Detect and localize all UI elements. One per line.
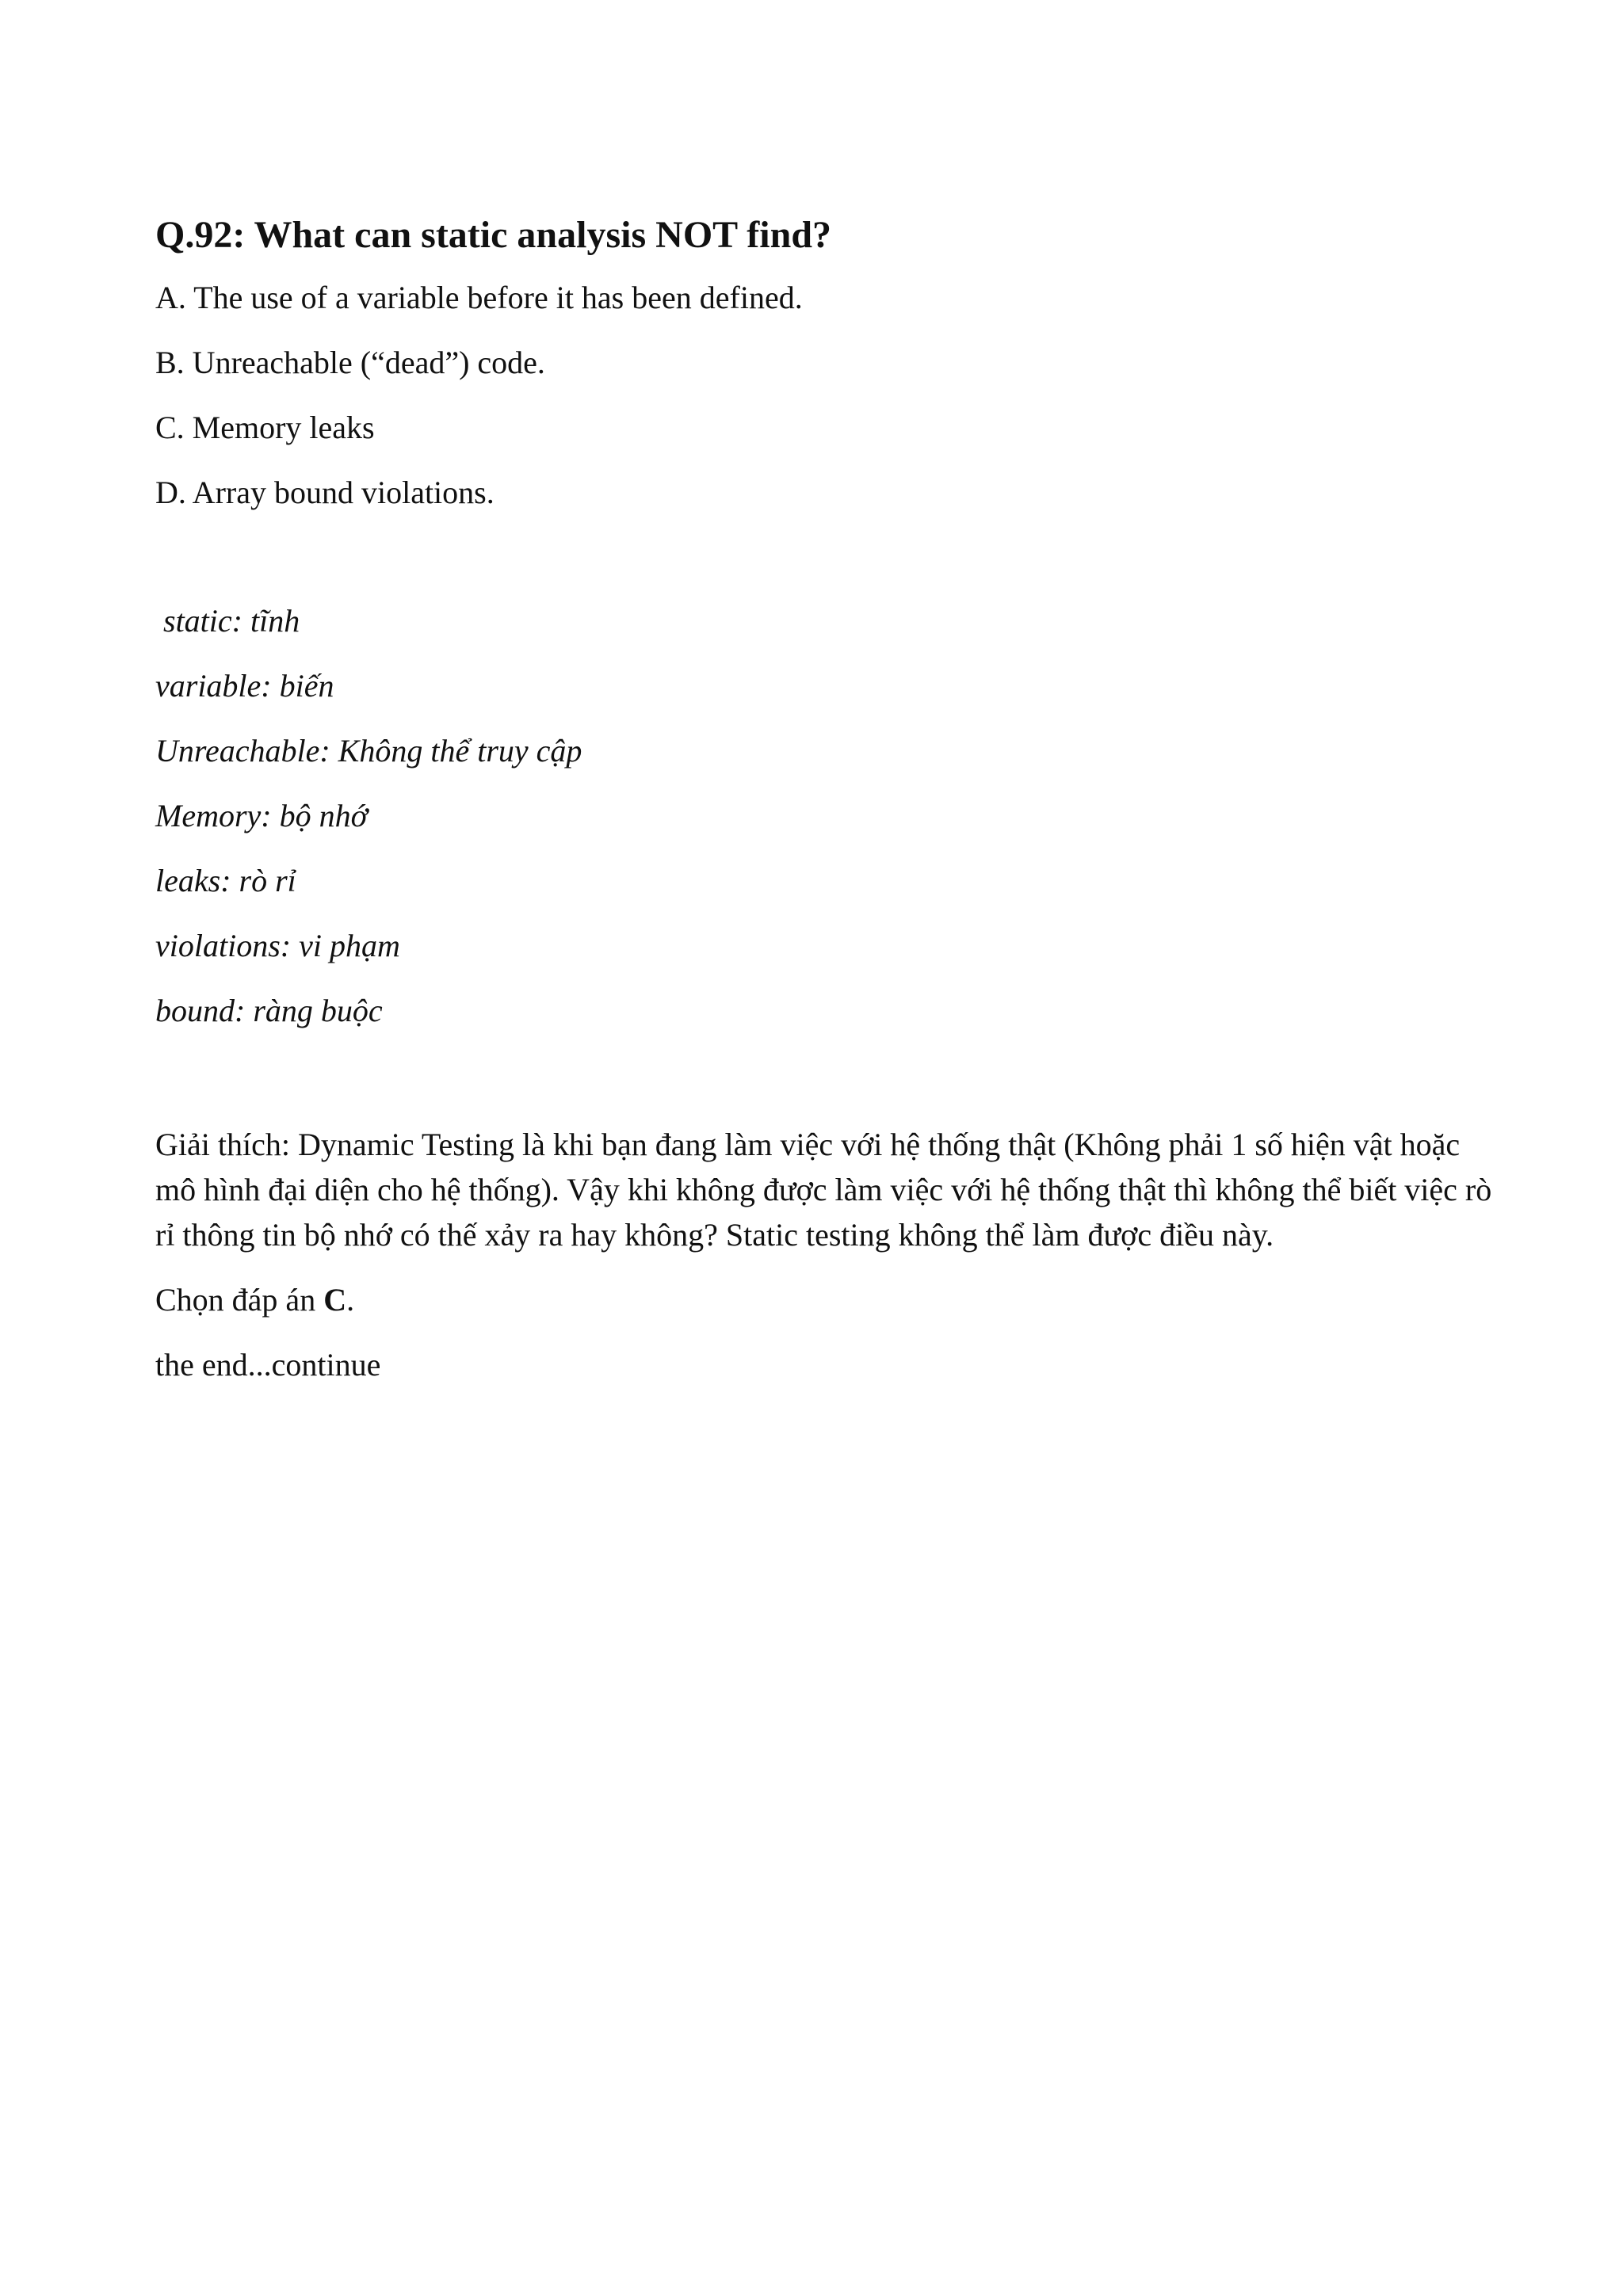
glossary-item-leaks: leaks: rò rỉ [155, 862, 296, 898]
option-d: D. Array bound violations. [155, 474, 495, 510]
glossary-item-variable: variable: biến [155, 667, 334, 704]
document-page [155, 212, 1492, 1407]
glossary-item-unreachable: Unreachable: Không thể truy cập [155, 732, 582, 769]
option-a: A. The use of a variable before it has been defined. [155, 279, 803, 315]
glossary-item-static: static: tĩnh [163, 602, 300, 639]
glossary-item-memory: Memory: bộ nhớ [155, 797, 368, 833]
answer-suffix: . [346, 1281, 355, 1318]
option-c: C. Memory leaks [155, 409, 375, 445]
answer-options [155, 279, 1487, 512]
answer-prefix: Chọn đáp án [155, 1281, 324, 1318]
closing-line: the end...continue [155, 1346, 381, 1383]
explanation-section [155, 1122, 1492, 1387]
question-title: Q.92: What can static analysis NOT find? [155, 214, 832, 256]
explanation-text: Giải thích: Dynamic Testing là khi bạn đang làm việc với hệ thống thật (Không phải 1 số hiện vật hoặc mô hình đại diện cho hệ thống). Vậy khi không được làm việc với hệ thống thật thì không thể biết việc rò rỉ thông tin bộ nhớ có thế xảy ra hay không? Static testing không thể làm được điều này. [155, 1126, 1492, 1253]
glossary-item-violations: violations: vi phạm [155, 927, 400, 963]
answer-letter: C [323, 1281, 347, 1318]
vocabulary-glossary [155, 602, 1487, 1030]
glossary-item-bound: bound: ràng buộc [155, 992, 383, 1028]
answer-line [155, 1277, 1487, 1322]
option-b: B. Unreachable (“dead”) code. [155, 344, 545, 380]
